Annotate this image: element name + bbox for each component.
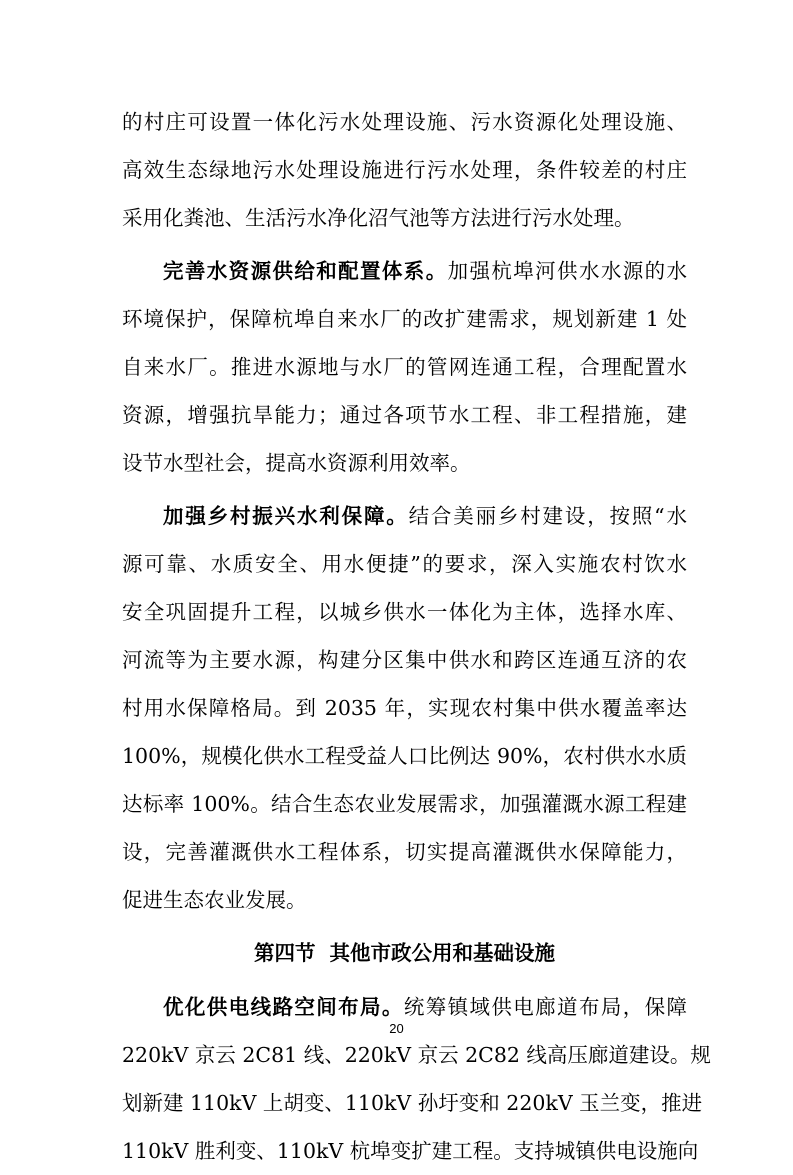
text-line: 达标率 100%。结合生态农业发展需求，加强灌溉水源工程建 — [122, 792, 687, 816]
paragraph-lead: 优化供电线路空间布局。 — [163, 995, 404, 1019]
text-line — [122, 492, 687, 540]
text-line: 设节水型社会，提高水资源利用效率。 — [122, 451, 471, 475]
paragraph-lead: 加强乡村振兴水利保障。 — [163, 504, 409, 528]
text-line: 采用化粪池、生活污水净化沼气池等方法进行污水处理。 — [122, 206, 635, 230]
text-line: 110kV 胜利变、110kV 杭埠变扩建工程。支持城镇供电设施向 — [122, 1139, 699, 1163]
text-line: 村用水保障格局。到 2035 年，实现农村集中供水覆盖率达 — [122, 696, 687, 720]
text-line: 220kV 京云 2C81 线、220kV 京云 2C82 线高压廊道建设。规 — [122, 1043, 711, 1067]
text-line: 设，完善灌溉供水工程体系，切实提高灌溉供水保障能力， — [122, 840, 687, 864]
section-title: 其他市政公用和基础设施 — [329, 941, 555, 965]
paragraph-power-supply — [122, 983, 711, 1175]
page-number: 20 — [389, 1021, 404, 1036]
section-heading — [122, 929, 687, 977]
paragraph-water-supply — [122, 247, 687, 487]
text-line — [122, 247, 687, 295]
text-line: 促进生态农业发展。 — [122, 888, 307, 912]
text-line: 资源，增强抗旱能力；通过各项节水工程、非工程措施，建 — [122, 403, 687, 427]
text-line: 划新建 110kV 上胡变、110kV 孙圩变和 220kV 玉兰变，推进 — [122, 1091, 703, 1115]
paragraph-rural-water — [122, 492, 687, 924]
section-number: 第四节 — [254, 941, 316, 965]
text-line: 河流等为主要水源，构建分区集中供水和跨区连通互济的农 — [122, 648, 687, 672]
text-line: 100%，规模化供水工程受益人口比例达 90%，农村供水水质 — [122, 744, 687, 768]
text-line: 环境保护，保障杭埠自来水厂的改扩建需求，规划新建 1 处 — [122, 307, 687, 331]
text-line: 的村庄可设置一体化污水处理设施、污水资源化处理设施、 — [122, 110, 687, 134]
body-text — [122, 98, 711, 1175]
text-line: 源可靠、水质安全、用水便捷”的要求，深入实施农村饮水 — [122, 552, 687, 576]
text-line: 高效生态绿地污水处理设施进行污水处理，条件较差的村庄 — [122, 158, 687, 182]
text-run: 加强杭埠河供水水源的水 — [447, 259, 688, 283]
paragraph-lead: 完善水资源供给和配置体系。 — [163, 259, 448, 283]
text-run: 结合美丽乡村建设，按照“水 — [408, 504, 687, 528]
text-line: 自来水厂。推进水源地与水厂的管网连通工程，合理配置水 — [122, 355, 687, 379]
text-run: 统筹镇域供电廊道布局，保障 — [403, 995, 688, 1019]
paragraph-sewage-treatment — [122, 98, 687, 242]
text-line: 安全巩固提升工程，以城乡供水一体化为主体，选择水库、 — [122, 600, 687, 624]
